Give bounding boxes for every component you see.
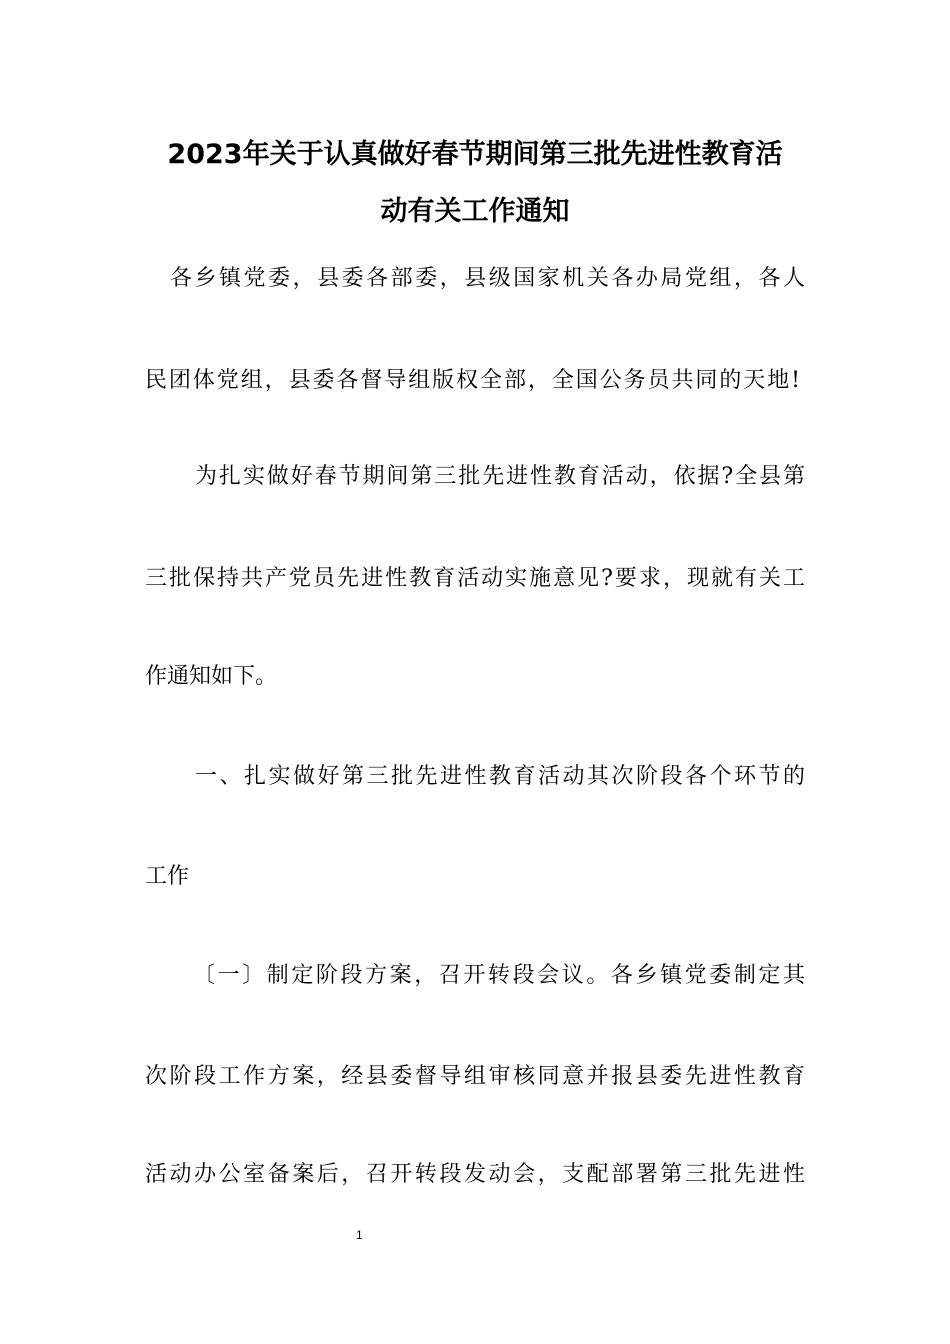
body-line-5: 作通知如下。	[145, 664, 278, 689]
body-line-7: 工作	[145, 864, 190, 889]
document-title-line-2: 动有关工作通知	[380, 196, 570, 227]
body-line-6: 一、扎实做好第三批先进性教育活动其次阶段各个环节的	[195, 764, 805, 789]
document-title-line-1: 2023年关于认真做好春节期间第三批先进性教育活	[167, 139, 783, 170]
body-line-8: 〔一〕制定阶段方案，召开转段会议。各乡镇党委制定其	[193, 963, 805, 988]
body-line-4: 三批保持共产党员先进性教育活动实施意见?要求，现就有关工	[145, 566, 805, 591]
body-line-1: 各乡镇党委，县委各部委，县级国家机关各办局党组，各人	[170, 266, 805, 291]
body-line-9: 次阶段工作方案，经县委督导组审核同意并报县委先进性教育	[145, 1064, 805, 1089]
page-number: 1	[356, 1228, 363, 1242]
body-line-3: 为扎实做好春节期间第三批先进性教育活动，依据?全县第	[195, 464, 805, 489]
body-line-2: 民团体党组，县委各督导组版权全部，全国公务员共同的天地!	[145, 368, 800, 393]
body-line-10: 活动办公室备案后，召开转段发动会，支配部署第三批先进性	[145, 1162, 805, 1187]
